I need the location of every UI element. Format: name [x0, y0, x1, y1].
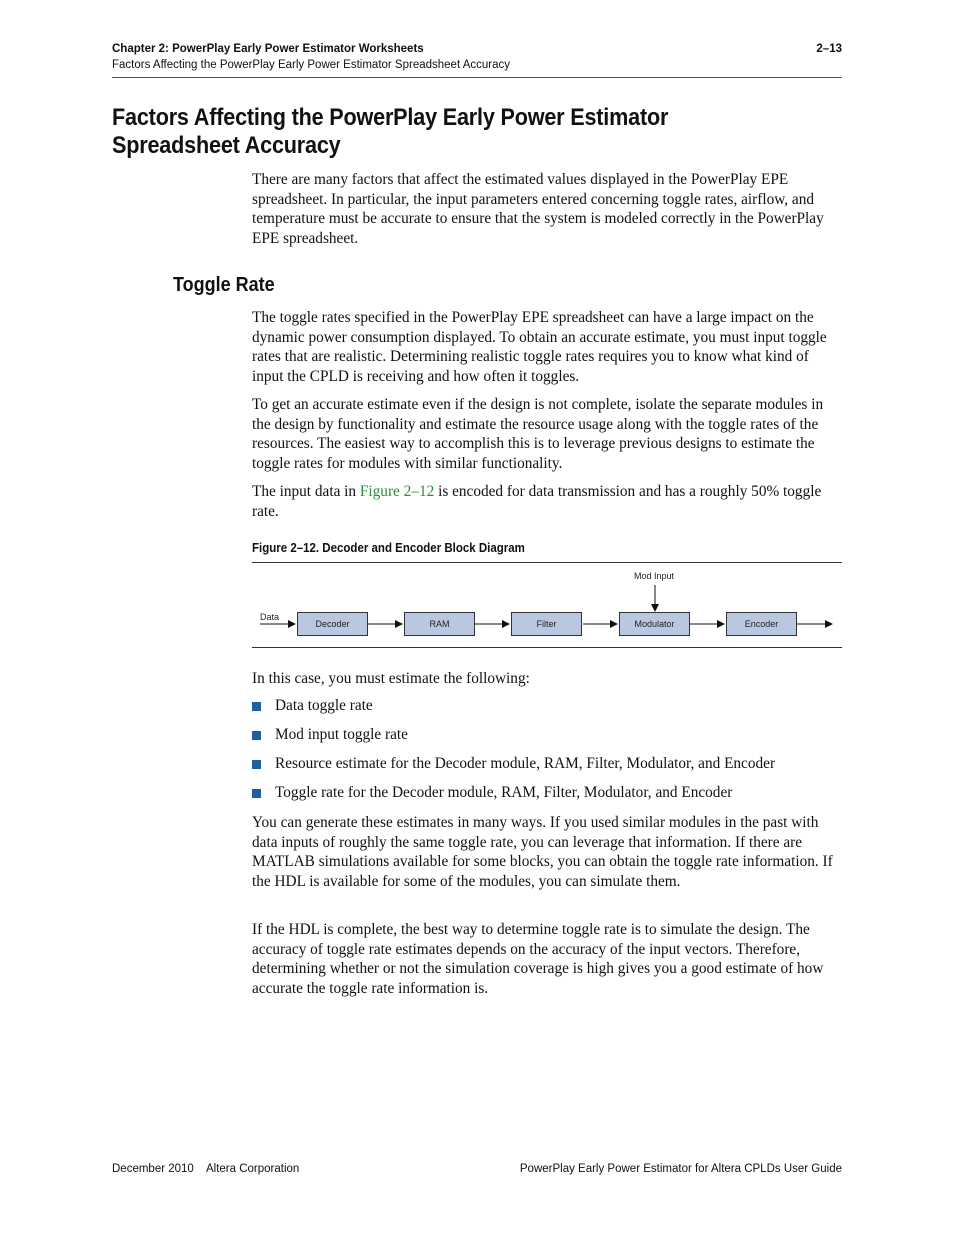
bullet-square-icon	[252, 731, 261, 740]
footer-left: December 2010 Altera Corporation	[112, 1163, 300, 1175]
list-item-text: Toggle rate for the Decoder module, RAM, Filter, Modulator, and Encoder	[275, 784, 733, 801]
list-item-text: Mod input toggle rate	[275, 726, 408, 743]
paragraph: The toggle rates specified in the PowerPlay EPE spreadsheet can have a large impact on the dynamic power consumption displayed. To obtain an accurate estimate, you must input toggle rates that are realistic. Determining realistic toggle rates requires you to know what kind of input the CPLD is receiving and how often it toggles.	[252, 309, 827, 385]
figure-link[interactable]: Figure 2–12	[359, 483, 435, 500]
block-diagram	[252, 563, 842, 647]
encoder-block: Encoder	[726, 612, 797, 636]
paragraph: If the HDL is complete, the best way to determine toggle rate is to simulate the design. The accuracy of toggle rate estimates depends on the accuracy of the input vectors. Therefore, determining whether or not the simulation coverage is high gives you a good estimate of how accurate the toggle rate information is.	[252, 921, 824, 997]
mod-input-label: Mod Input	[634, 571, 675, 581]
modulator-block: Modulator	[619, 612, 690, 636]
running-header-section: Factors Affecting the PowerPlay Early Power Estimator Spreadsheet Accuracy	[112, 59, 510, 71]
figure-rule-bottom	[252, 647, 842, 648]
bullet-list	[252, 696, 852, 812]
section-title: Factors Affecting the PowerPlay Early Power Estimator Spreadsheet Accuracy	[112, 104, 669, 159]
bullet-square-icon	[252, 760, 261, 769]
filter-block: Filter	[511, 612, 582, 636]
page-number: 2–13	[816, 43, 842, 55]
list-item-text: Resource estimate for the Decoder module, RAM, Filter, Modulator, and Encoder	[275, 755, 776, 772]
list-item	[252, 696, 852, 725]
bullet-square-icon	[252, 789, 261, 798]
footer-right: PowerPlay Early Power Estimator for Altera CPLDs User Guide	[519, 1163, 842, 1175]
list-item	[252, 725, 852, 754]
paragraph: In this case, you must estimate the following:	[252, 670, 530, 687]
ram-block: RAM	[404, 612, 475, 636]
running-header-chapter: Chapter 2: PowerPlay Early Power Estimator Worksheets	[112, 43, 424, 55]
paragraph: You can generate these estimates in many ways. If you used similar modules in the past with data inputs of roughly the same toggle rate, you can leverage that information. If there are MATLAB simulations available for some blocks, you can obtain the toggle rate information. If the HDL is available for some of the modules, you can simulate them.	[252, 814, 833, 890]
figure-caption: Figure 2–12. Decoder and Encoder Block Diagram	[252, 541, 525, 555]
text-span: The input data in	[252, 483, 360, 500]
header-rule	[112, 77, 842, 78]
intro-paragraph: There are many factors that affect the estimated values displayed in the PowerPlay EPE spreadsheet. In particular, the input parameters entered concerning toggle rates, airflow, and temperature must be accurate to ensure that the system is modeled correctly in the PowerPlay EPE spreadsheet.	[252, 171, 824, 247]
paragraph-with-figure-ref	[252, 482, 844, 521]
subsection-title: Toggle Rate	[173, 274, 275, 296]
paragraph: To get an accurate estimate even if the design is not complete, isolate the separate modules in the design by functionality and estimate the resource usage along with the toggle rates of the resources. The easiest way to accomplish this is to leverage previous designs to estimate the toggle rates for modules with similar functionality.	[252, 396, 824, 472]
list-item	[252, 754, 852, 783]
bullet-square-icon	[252, 702, 261, 711]
decoder-block: Decoder	[297, 612, 368, 636]
data-label: Data	[260, 612, 280, 622]
text-span: is encoded for data transmission and has a roughly 50% toggle rate.	[252, 483, 822, 520]
list-item	[252, 783, 852, 812]
list-item-text: Data toggle rate	[275, 697, 373, 714]
